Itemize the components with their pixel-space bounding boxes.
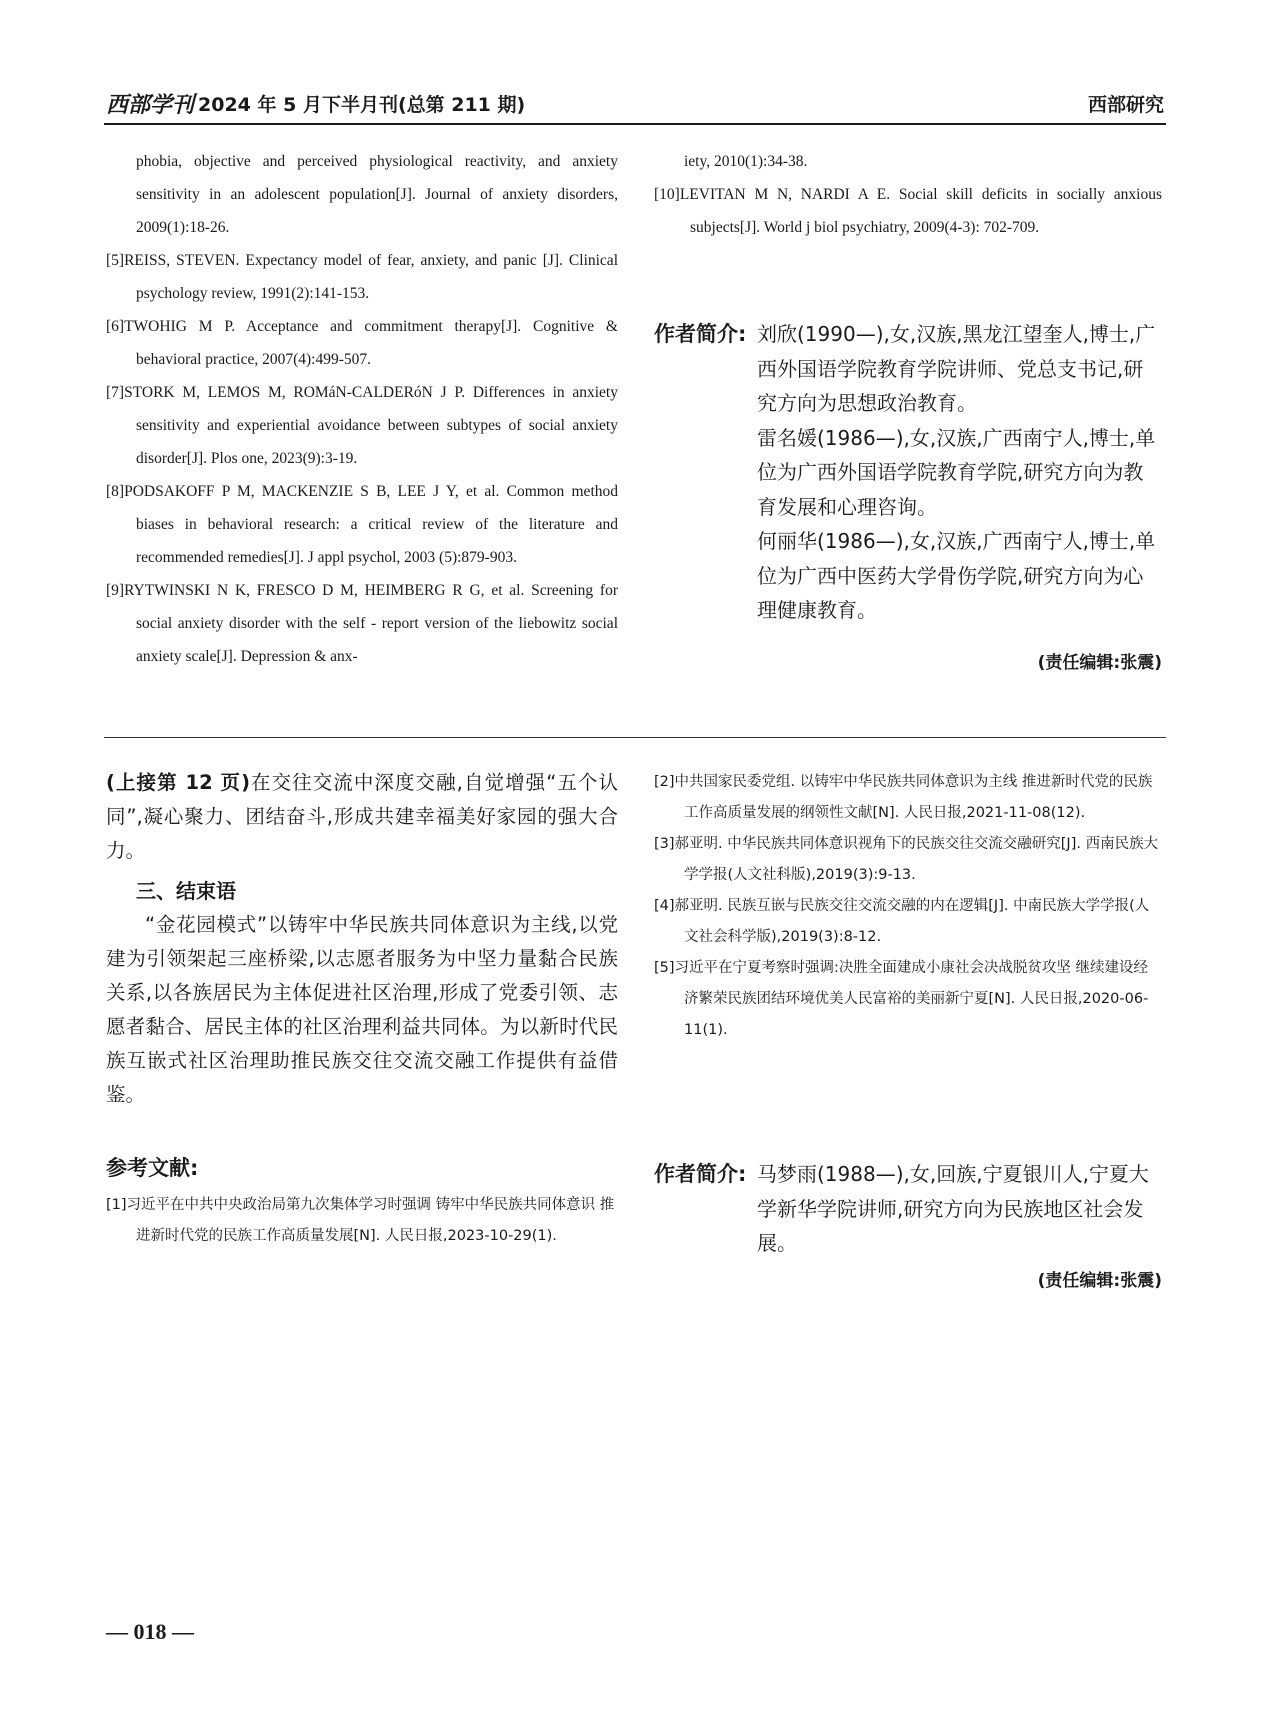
- responsible-editor: (责任编辑:张震): [1037, 1271, 1162, 1291]
- bio-text: [757, 1157, 1157, 1261]
- page-number: — 018 —: [106, 1619, 194, 1644]
- continuation-text: 在交往交流中深度交融,自觉增强“五个认同”,凝心聚力、团结奋斗,形成共建幸福美好家园的强大合力。: [106, 771, 618, 862]
- bio-paragraph: 何丽华(1986—),女,汉族,广西南宁人,博士,单位为广西中医药大学骨伤学院,研究方向为心理健康教育。: [757, 529, 1156, 622]
- bio-paragraph: 马梦雨(1988—),女,回族,宁夏银川人,宁夏大学新华学院讲师,研究方向为民族地区社会发展。: [757, 1162, 1149, 1255]
- author-bio: [654, 1157, 1164, 1267]
- lower-right-references: [654, 767, 1162, 1046]
- journal-logo: 西部学刊: [106, 92, 195, 118]
- bio-paragraph: 雷名媛(1986—),女,汉族,广西南宁人,博士,单位为广西外国语学院教育学院,研究方向为教育发展和心理咨询。: [757, 425, 1156, 519]
- reference-item: [1]习近平在中共中央政治局第九次集体学习时强调 铸牢中华民族共同体意识 推进新时代党的民族工作高质量发展[N]. 人民日报,2023-10-29(1).: [106, 1197, 615, 1244]
- reference-item: phobia, objective and perceived physiological reactivity, and anxiety sensitivity in an adolescent population[J]. Journal of anxiety disorders, 2009(1):18-26.: [136, 153, 618, 236]
- bio-text: [757, 317, 1157, 628]
- section-name: 西部研究: [1087, 94, 1164, 116]
- reference-item: [7]STORK M, LEMOS M, ROMáN-CALDERóN J P. Differences in anxiety sensitivity and experiential avoidance between subtypes of social anxiety disorder[J]. Plos one, 2023(9):3-19.: [106, 384, 618, 467]
- reference-item: iety, 2010(1):34-38.: [684, 153, 808, 170]
- lower-left-references: [106, 1190, 618, 1252]
- header-rule: [104, 123, 1166, 125]
- reference-item: [5]REISS, STEVEN. Expectancy model of fear, anxiety, and panic [J]. Clinical psychology review, 1991(2):141-153.: [106, 252, 618, 302]
- reference-item: [4]郝亚明. 民族互嵌与民族交往交流交融的内在逻辑[J]. 中南民族大学学报(人文社会科学版),2019(3):8-12.: [654, 898, 1150, 945]
- upper-right-references: [654, 145, 1162, 244]
- conclusion-paragraph: “金花园模式”以铸牢中华民族共同体意识为主线,以党建为引领架起三座桥梁,以志愿者服务为中坚力量黏合民族关系,以各族居民为主体促进社区治理,形成了党委引领、志愿者黏合、居民主体的社区治理利益共同体。为以新时代民族互嵌式社区治理助推民族交往交流交融工作提供有益借鉴。: [106, 913, 618, 1106]
- reference-item: [5]习近平在宁夏考察时强调:决胜全面建成小康社会决战脱贫攻坚 继续建设经济繁荣民族团结环境优美人民富裕的美丽新宁夏[N]. 人民日报,2020-06-11(1).: [654, 960, 1149, 1038]
- upper-left-references: [106, 145, 618, 673]
- continuation-paragraph: [106, 766, 618, 868]
- bio-label: 作者简介:: [654, 322, 747, 346]
- references-heading: 参考文献:: [106, 1156, 199, 1180]
- responsible-editor: (责任编辑:张震): [1037, 653, 1162, 673]
- issue-info: 2024 年 5 月下半月刊(总第 211 期): [198, 94, 526, 116]
- reference-item: [8]PODSAKOFF P M, MACKENZIE S B, LEE J Y, et al. Common method biases in behavioral research: a critical review of the literature and recommended remedies[J]. J appl psychol, 2003 (5):879-903.: [106, 483, 618, 566]
- article-body: [106, 766, 618, 1112]
- reference-item: [2]中共国家民委党组. 以铸牢中华民族共同体意识为主线 推进新时代党的民族工作高质量发展的纲领性文献[N]. 人民日报,2021-11-08(12).: [654, 774, 1153, 821]
- section-divider: [104, 737, 1166, 738]
- bio-paragraph: 刘欣(1990—),女,汉族,黑龙江望奎人,博士,广西外国语学院教育学院讲师、党总支书记,研究方向为思想政治教育。: [757, 322, 1156, 415]
- bio-label: 作者简介:: [654, 1162, 747, 1186]
- reference-item: [6]TWOHIG M P. Acceptance and commitment therapy[J]. Cognitive & behavioral practice, 2007(4):499-507.: [106, 318, 618, 368]
- reference-item: [9]RYTWINSKI N K, FRESCO D M, HEIMBERG R G, et al. Screening for social anxiety disorder with the self - report version of the liebowitz social anxiety scale[J]. Depression & anx-: [106, 582, 618, 665]
- reference-item: [3]郝亚明. 中华民族共同体意识视角下的民族交往交流交融研究[J]. 西南民族大学学报(人文社科版),2019(3):9-13.: [654, 836, 1159, 883]
- page-header: [106, 88, 1164, 122]
- continuation-label: (上接第 12 页): [106, 771, 250, 794]
- section-heading: 三、结束语: [136, 879, 236, 903]
- author-bio: [654, 317, 1164, 647]
- reference-item: [10]LEVITAN M N, NARDI A E. Social skill deficits in socially anxious subjects[J]. World j biol psychiatry, 2009(4-3): 702-709.: [654, 186, 1162, 236]
